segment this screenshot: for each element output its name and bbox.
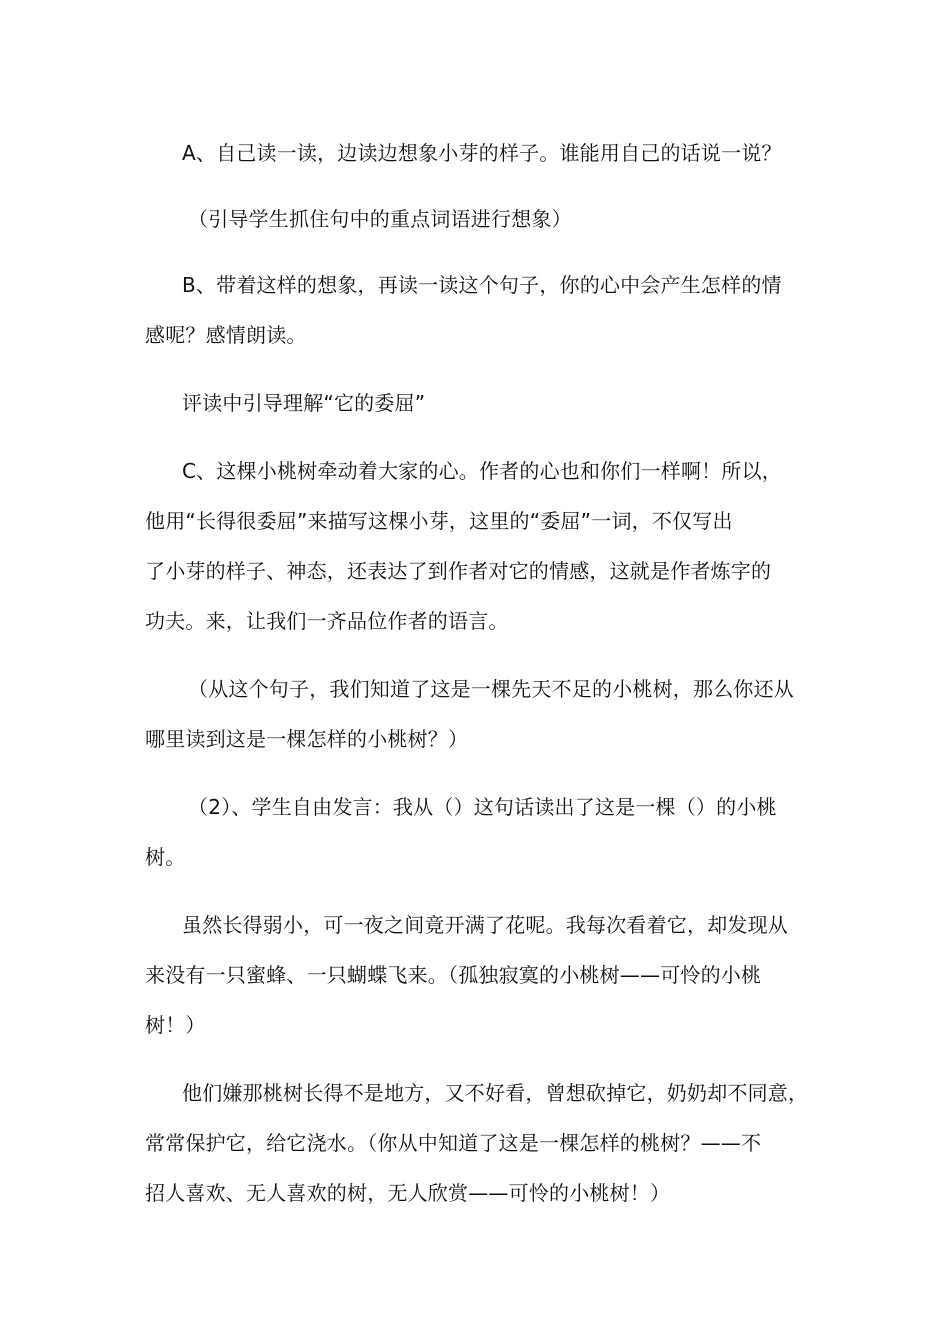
paragraph-2-line-1: （2）、学生自由发言：我从（）这句话读出了这是一棵（）的小桃 bbox=[188, 795, 777, 819]
paragraph-a-line-1: A、自己读一读，边读边想象小芽的样子。谁能用自己的话说一说？ bbox=[182, 141, 782, 165]
paragraph-c-line-1: C、这棵小桃树牵动着大家的心。作者的心也和你们一样啊！所以， bbox=[182, 459, 782, 483]
paragraph-guide-note: （引导学生抓住句中的重点词语进行想象） bbox=[188, 207, 572, 231]
paragraph-question-line-2: 哪里读到这是一棵怎样的小桃树？） bbox=[145, 727, 469, 751]
paragraph-2-line-2: 树。 bbox=[145, 845, 186, 869]
paragraph-c-line-3: 了小芽的样子、神态，还表达了到作者对它的情感，这就是作者炼字的 bbox=[145, 559, 772, 583]
paragraph-b-line-2: 感呢？感情朗读。 bbox=[145, 323, 307, 347]
paragraph-c-line-2: 他用“长得很委屈”来描写这棵小芽，这里的“委屈”一词，不仅写出 bbox=[145, 509, 733, 533]
paragraph-lonely-line-1: 虽然长得弱小，可一夜之间竟开满了花呢。我每次看着它，却发现从 bbox=[182, 913, 788, 937]
paragraph-question-line-1: （从这个句子，我们知道了这是一棵先天不足的小桃树，那么你还从 bbox=[188, 677, 794, 701]
paragraph-lonely-line-2: 来没有一只蜜蜂、一只蝴蝶飞来。（孤独寂寞的小桃树——可怜的小桃 bbox=[145, 963, 762, 987]
paragraph-dislike-line-3: 招人喜欢、无人喜欢的树，无人欣赏——可怜的小桃树！） bbox=[145, 1181, 671, 1205]
paragraph-lonely-line-3: 树！） bbox=[145, 1013, 206, 1037]
paragraph-dislike-line-2: 常常保护它，给它浇水。（你从中知道了这是一棵怎样的桃树？——不 bbox=[145, 1131, 762, 1155]
paragraph-c-line-4: 功夫。来，让我们一齐品位作者的语言。 bbox=[145, 609, 509, 633]
paragraph-dislike-line-1: 他们嫌那桃树长得不是地方，又不好看，曾想砍掉它，奶奶却不同意， bbox=[182, 1081, 809, 1105]
paragraph-evaluate: 评读中引导理解“它的委屈” bbox=[182, 391, 426, 415]
paragraph-b-line-1: B、带着这样的想象，再读一读这个句子，你的心中会产生怎样的情 bbox=[182, 273, 782, 297]
